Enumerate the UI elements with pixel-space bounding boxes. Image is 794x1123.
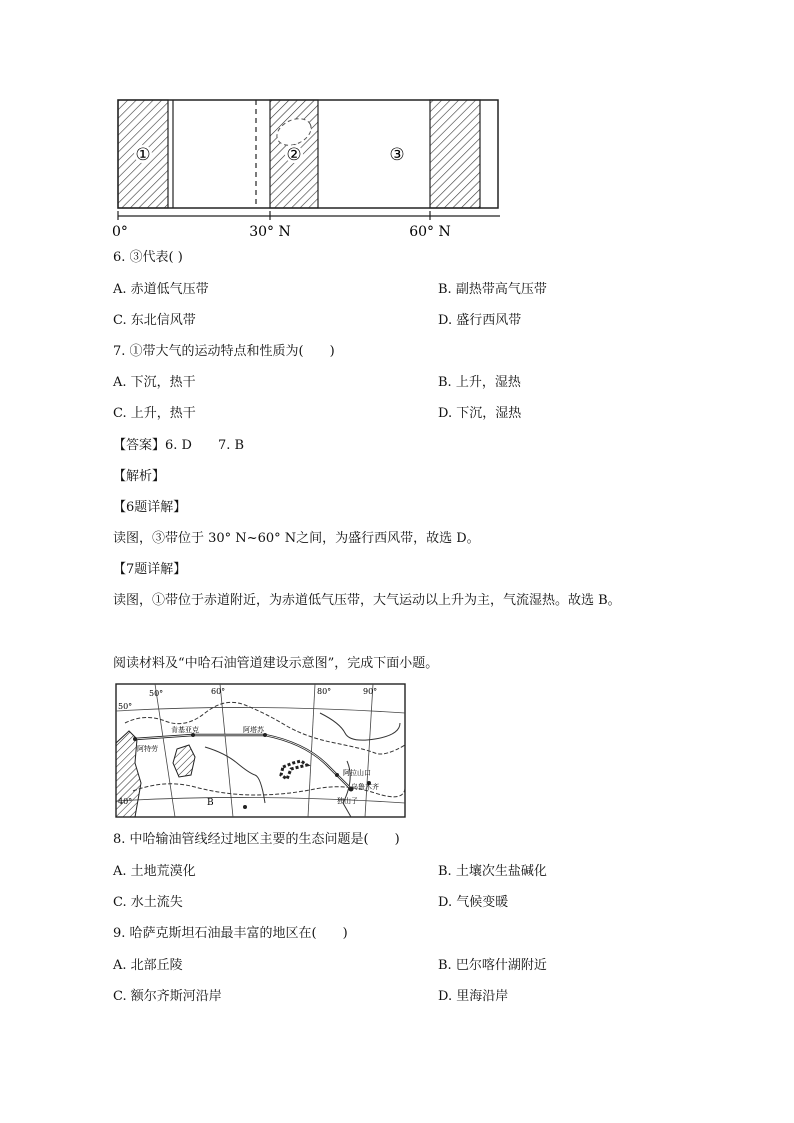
- q9-option-a: A. 北部丘陵: [113, 958, 183, 973]
- q7-option-d: D. 下沉，湿热: [438, 406, 522, 421]
- q9-stem: 9. 哈萨克斯坦石油最丰富的地区在( ): [113, 926, 348, 941]
- place-urumqi: 乌鲁木齐: [351, 783, 379, 791]
- q6-option-a: A. 赤道低气压带: [113, 282, 209, 297]
- answer-line: 【答案】6. D 7. B: [113, 438, 245, 453]
- q9-option-b: B. 巴尔喀什湖附近: [438, 958, 547, 973]
- map-lon-90: 90°: [363, 687, 378, 696]
- q6-option-d: D. 盛行西风带: [438, 313, 522, 328]
- zone-3-label: ③: [389, 145, 405, 165]
- detail7-text: 读图，①带位于赤道附近，为赤道低气压带，大气运动以上升为主，气流湿热。故选 B。: [113, 593, 621, 608]
- q7-option-b: B. 上升，湿热: [438, 375, 521, 390]
- detail6-text: 读图，③带位于 30° N~60° N之间，为盛行西风带，故选 D。: [113, 531, 480, 546]
- q7-stem: 7. ①带大气的运动特点和性质为( ): [113, 344, 335, 359]
- place-dushanzi: 独山子: [337, 797, 358, 805]
- axis-label-30n: 30° N: [249, 224, 291, 240]
- q9-option-d: D. 里海沿岸: [438, 989, 509, 1004]
- place-atasu: 阿塔苏: [243, 726, 264, 734]
- place-kenkiyak: 肯基亚克: [171, 726, 199, 734]
- q7-option-a: A. 下沉，热干: [113, 375, 196, 390]
- q8-option-b: B. 土壤次生盐碱化: [438, 864, 547, 879]
- map-lon-60: 60°: [211, 687, 226, 696]
- q6-option-c: C. 东北信风带: [113, 313, 196, 328]
- map-region-b: B: [207, 798, 214, 808]
- detail7-heading: 【7题详解】: [113, 562, 187, 577]
- q8-stem: 8. 中哈输油管线经过地区主要的生态问题是( ): [113, 832, 400, 847]
- detail6-heading: 【6题详解】: [113, 500, 187, 515]
- zone-1-label: ①: [135, 145, 151, 165]
- material-intro: 阅读材料及“中哈石油管道建设示意图”，完成下面小题。: [113, 656, 439, 671]
- q9-option-c: C. 额尔齐斯河沿岸: [113, 989, 222, 1004]
- q8-option-a: A. 土地荒漠化: [113, 864, 196, 879]
- q6-option-b: B. 副热带高气压带: [438, 282, 547, 297]
- zone-2-label: ②: [286, 145, 302, 165]
- place-atyrau: 阿特劳: [137, 745, 158, 753]
- map-lon-80: 80°: [317, 687, 332, 696]
- axis-label-0: 0°: [112, 224, 128, 240]
- map-lon-50: 50°: [149, 689, 164, 698]
- place-alashankou: 阿拉山口: [343, 769, 371, 777]
- zone-3-hatched-right: [430, 100, 480, 208]
- map-lat-40: 40°: [118, 797, 133, 806]
- q8-option-c: C. 水土流失: [113, 895, 183, 910]
- map-lat-50: 50°: [118, 702, 133, 711]
- q7-option-c: C. 上升，热干: [113, 406, 196, 421]
- pressure-belt-diagram: [110, 92, 510, 242]
- q6-stem: 6. ③代表( ): [113, 250, 183, 265]
- pipeline-map: [115, 683, 407, 819]
- analysis-heading: 【解析】: [113, 469, 166, 484]
- q8-option-d: D. 气候变暖: [438, 895, 509, 910]
- axis-label-60n: 60° N: [409, 224, 451, 240]
